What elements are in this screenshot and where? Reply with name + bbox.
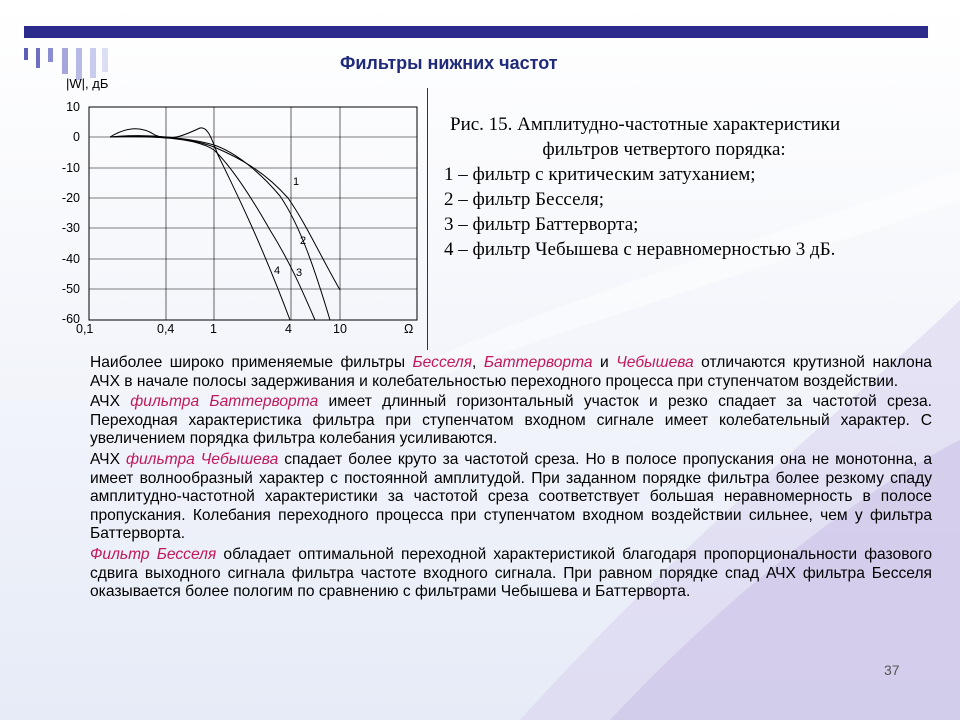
caption-line: 4 – фильтр Чебышева с неравномерностью 3 дБ. [444, 239, 836, 260]
curve-label: 1 [293, 176, 300, 188]
y-tick-label: -50 [61, 282, 80, 296]
paragraph-butterworth [68, 393, 932, 449]
curve-4-chebyshev [110, 128, 290, 320]
text-run: спадает более круто за частотой среза. Но в полосе пропускания она не монотонна, а имеет волнообразный характер с постоянной амплитудой. При заданном порядке фильтра более резкому спаду амплитудно-частотной характеристики за частотой среза соответствует большая неравномерность в полосе пропускания. Колебания переходного процесса при ступенчатом входном воздействии сильнее, чем у фильтра Баттерворта. [90, 450, 932, 543]
figure-caption [444, 112, 949, 262]
emphasis-term: Бесселя [412, 354, 473, 371]
divider-line [427, 88, 428, 350]
text-run: и [592, 354, 617, 371]
y-tick-label: -20 [61, 191, 80, 205]
y-tick-label: -10 [61, 161, 80, 175]
caption-line: 3 – фильтр Баттерворта; [444, 214, 639, 235]
paragraph-bessel [68, 546, 932, 602]
emphasis-term: Чебышева [616, 354, 694, 371]
y-tick-label: 0 [73, 130, 80, 144]
y-tick-label: -60 [61, 312, 80, 326]
y-tick-label: -40 [61, 252, 80, 266]
paragraph-filter-comparison [68, 354, 932, 391]
caption-line: 2 – фильтр Бесселя; [444, 189, 605, 210]
curve-3-butterworth [110, 137, 315, 320]
x-tick-label: 4 [285, 322, 292, 336]
plot-grid [89, 107, 417, 320]
y-tick-label: -30 [61, 221, 80, 235]
y-tick-label: 10 [66, 100, 80, 114]
curve-1-critical-damping [110, 136, 340, 290]
x-tick-label: 0,1 [76, 322, 94, 336]
x-tick-label: Ω [404, 322, 414, 336]
slide-title: Фильтры нижних частот [340, 53, 558, 73]
plot-frame [89, 107, 417, 320]
x-tick-label: 10 [333, 322, 347, 336]
caption-line: Рис. 15. Амплитудно-частотные характеристики [450, 114, 841, 135]
emphasis-term: Баттерворта [483, 354, 593, 371]
text-run: обладает оптимальной переходной характеристикой благодаря пропорциональности фазового сдвига выходного сигнала фильтра частоте входного сигнала. При равном порядке спад АЧХ фильтра Бесселя оказывается более пологим по сравнению с фильтрами Чебышева и Баттерворта. [90, 545, 933, 601]
curve-label: 4 [274, 265, 281, 277]
text-run: АЧХ [90, 450, 126, 468]
caption-line: фильтров четвертого порядка: [542, 139, 786, 160]
curve-label: 3 [296, 267, 303, 279]
x-tick-label: 1 [210, 322, 217, 336]
text-run: , [472, 354, 484, 371]
text-run: Наиболее широко применяемые фильтры [90, 354, 413, 371]
x-tick-label: 0,4 [157, 322, 175, 336]
curve-label: 2 [300, 235, 307, 247]
text-run: отличаются крутизной наклона АЧХ в начале полосы задерживания и колебательностью переходного процесса при ступенчатом воздействии. [90, 354, 932, 390]
text-run: АЧХ [90, 393, 131, 411]
page-number: 37 [884, 662, 900, 678]
paragraph-chebyshev [68, 451, 932, 544]
emphasis-term: фильтра Чебышева [125, 450, 279, 468]
y-axis-unit: |W|, дБ [66, 76, 109, 91]
text-run: имеет длинный горизонтальный участок и резко спадает за частотой среза. Переходная характеристика фильтра при ступенчатом входном сигнале имеет колебательный характер. С увеличением порядка фильтра колебания усиливаются. [90, 393, 932, 448]
emphasis-term: фильтра Баттерворта [130, 393, 319, 411]
body-text [68, 354, 932, 604]
emphasis-term: Фильтр Бесселя [90, 545, 217, 563]
caption-line: 1 – фильтр с критическим затуханием; [444, 164, 756, 185]
